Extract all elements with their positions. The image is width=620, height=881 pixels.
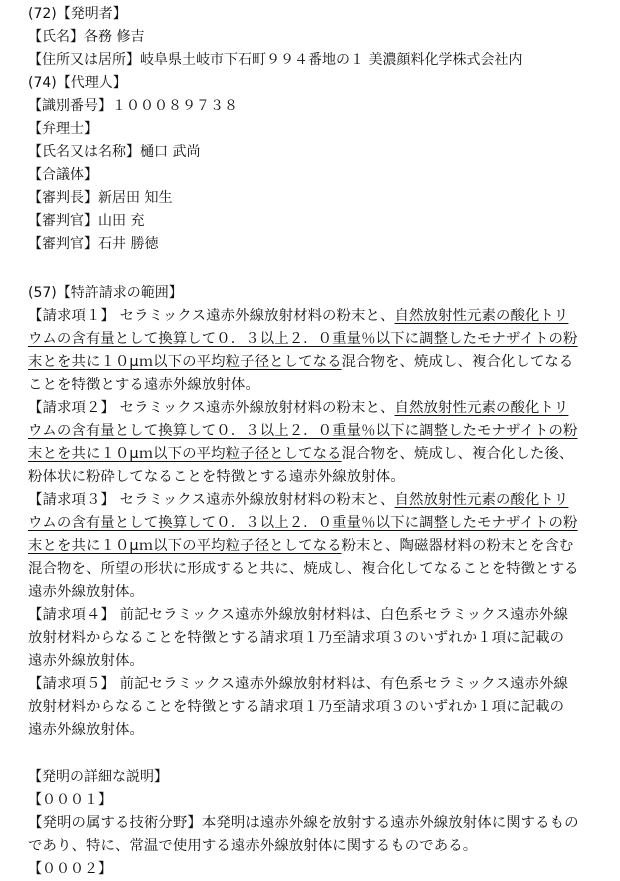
claim-3-text: 粉末と、陶磁器材料の粉末とを含む bbox=[341, 538, 574, 554]
agent-id-number: 【識別番号】１０００８９７３８ bbox=[28, 98, 238, 114]
claim-1-line bbox=[28, 305, 602, 327]
agent-name: 【氏名又は名称】樋口 武尚 bbox=[28, 144, 201, 160]
claim-3-line bbox=[28, 489, 602, 511]
claim-3-line: 混合物を、所望の形状に形成すると共に、焼成し、複合化してなることを特徴とする bbox=[28, 561, 579, 577]
inventor-name: 【氏名】各務 修吉 bbox=[28, 29, 145, 45]
description-heading: 【発明の詳細な説明】 bbox=[28, 769, 168, 785]
claims-heading: (57)【特許請求の範囲】 bbox=[28, 285, 183, 301]
claim-2-text: 混合物を、焼成し、複合化した後、 bbox=[341, 446, 574, 462]
claim-1-text: 【請求項１】 セラミックス遠赤外線放射材料の粉末と、 bbox=[28, 308, 395, 324]
claim-3-underlined: 末とを共に１０μｍ以下の平均粒子径としてなる bbox=[28, 538, 342, 554]
inventor-header: (72)【発明者】 bbox=[28, 6, 127, 22]
agent-title: 【弁理士】 bbox=[28, 121, 98, 137]
claim-4-line: 放射材料からなることを特徴とする請求項１乃至請求項３のいずれか１項に記載の bbox=[28, 630, 565, 646]
claim-1-line bbox=[28, 328, 602, 350]
technical-field-line: であり、特に、常温で使用する遠赤外線放射体に関するものである。 bbox=[28, 838, 478, 854]
claim-2-underlined: 自然放射性元素の酸化トリ bbox=[394, 400, 569, 416]
claim-3-line: 遠赤外線放射体。 bbox=[28, 584, 144, 600]
paragraph-number: 【０００１】 bbox=[28, 792, 112, 808]
claim-5-line: 【請求項５】 前記セラミックス遠赤外線放射材料は、有色系セラミックス遠赤外線 bbox=[28, 676, 568, 692]
claim-1-underlined: 自然放射性元素の酸化トリ bbox=[394, 308, 569, 324]
claim-4-line: 【請求項４】 前記セラミックス遠赤外線放射材料は、白色系セラミックス遠赤外線 bbox=[28, 607, 568, 623]
claim-2-line bbox=[28, 397, 602, 419]
claim-5-line: 放射材料からなることを特徴とする請求項１乃至請求項３のいずれか１項に記載の bbox=[28, 699, 565, 715]
technical-field-line: 【発明の属する技術分野】本発明は遠赤外線を放射する遠赤外線放射体に関するもの bbox=[28, 815, 579, 831]
judge-1: 【審判官】山田 充 bbox=[28, 213, 145, 229]
claim-3-text: 【請求項３】 セラミックス遠赤外線放射材料の粉末と、 bbox=[28, 492, 395, 508]
claim-4-line: 遠赤外線放射体。 bbox=[28, 653, 144, 669]
paragraph-number: 【０００２】 bbox=[28, 861, 112, 877]
claim-1-line bbox=[28, 351, 602, 373]
panel-header: 【合議体】 bbox=[28, 167, 98, 183]
agent-header: (74)【代理人】 bbox=[28, 75, 127, 91]
claim-1-text: 混合物を、焼成し、複合化してなる bbox=[341, 354, 574, 370]
claim-3-underlined: 自然放射性元素の酸化トリ bbox=[394, 492, 569, 508]
claim-1-underlined: ウムの含有量として換算して０．３以上２．０重量％以下に調整したモナザイトの粉 bbox=[28, 331, 578, 347]
claim-2-underlined: ウムの含有量として換算して０．３以上２．０重量％以下に調整したモナザイトの粉 bbox=[28, 423, 578, 439]
claim-2-line bbox=[28, 443, 602, 465]
claim-2-text: 【請求項２】 セラミックス遠赤外線放射材料の粉末と、 bbox=[28, 400, 395, 416]
claim-2-line: 粉体状に粉砕してなることを特徴とする遠赤外線放射体。 bbox=[28, 469, 405, 485]
claim-3-line bbox=[28, 512, 602, 534]
claim-1-underlined: 末とを共に１０μｍ以下の平均粒子径としてなる bbox=[28, 354, 342, 370]
claim-5-line: 遠赤外線放射体。 bbox=[28, 722, 144, 738]
claim-3-line bbox=[28, 535, 602, 557]
claim-3-underlined: ウムの含有量として換算して０．３以上２．０重量％以下に調整したモナザイトの粉 bbox=[28, 515, 578, 531]
claim-2-underlined: 末とを共に１０μｍ以下の平均粒子径としてなる bbox=[28, 446, 342, 462]
claim-2-line bbox=[28, 420, 602, 442]
judge-2: 【審判官】石井 勝徳 bbox=[28, 236, 159, 252]
claim-1-line: ことを特徴とする遠赤外線放射体。 bbox=[28, 377, 260, 393]
chief-judge: 【審判長】新居田 知生 bbox=[28, 190, 173, 206]
inventor-address: 【住所又は居所】岐阜県土岐市下石町９９４番地の１ 美濃顔料化学株式会社内 bbox=[28, 52, 523, 68]
